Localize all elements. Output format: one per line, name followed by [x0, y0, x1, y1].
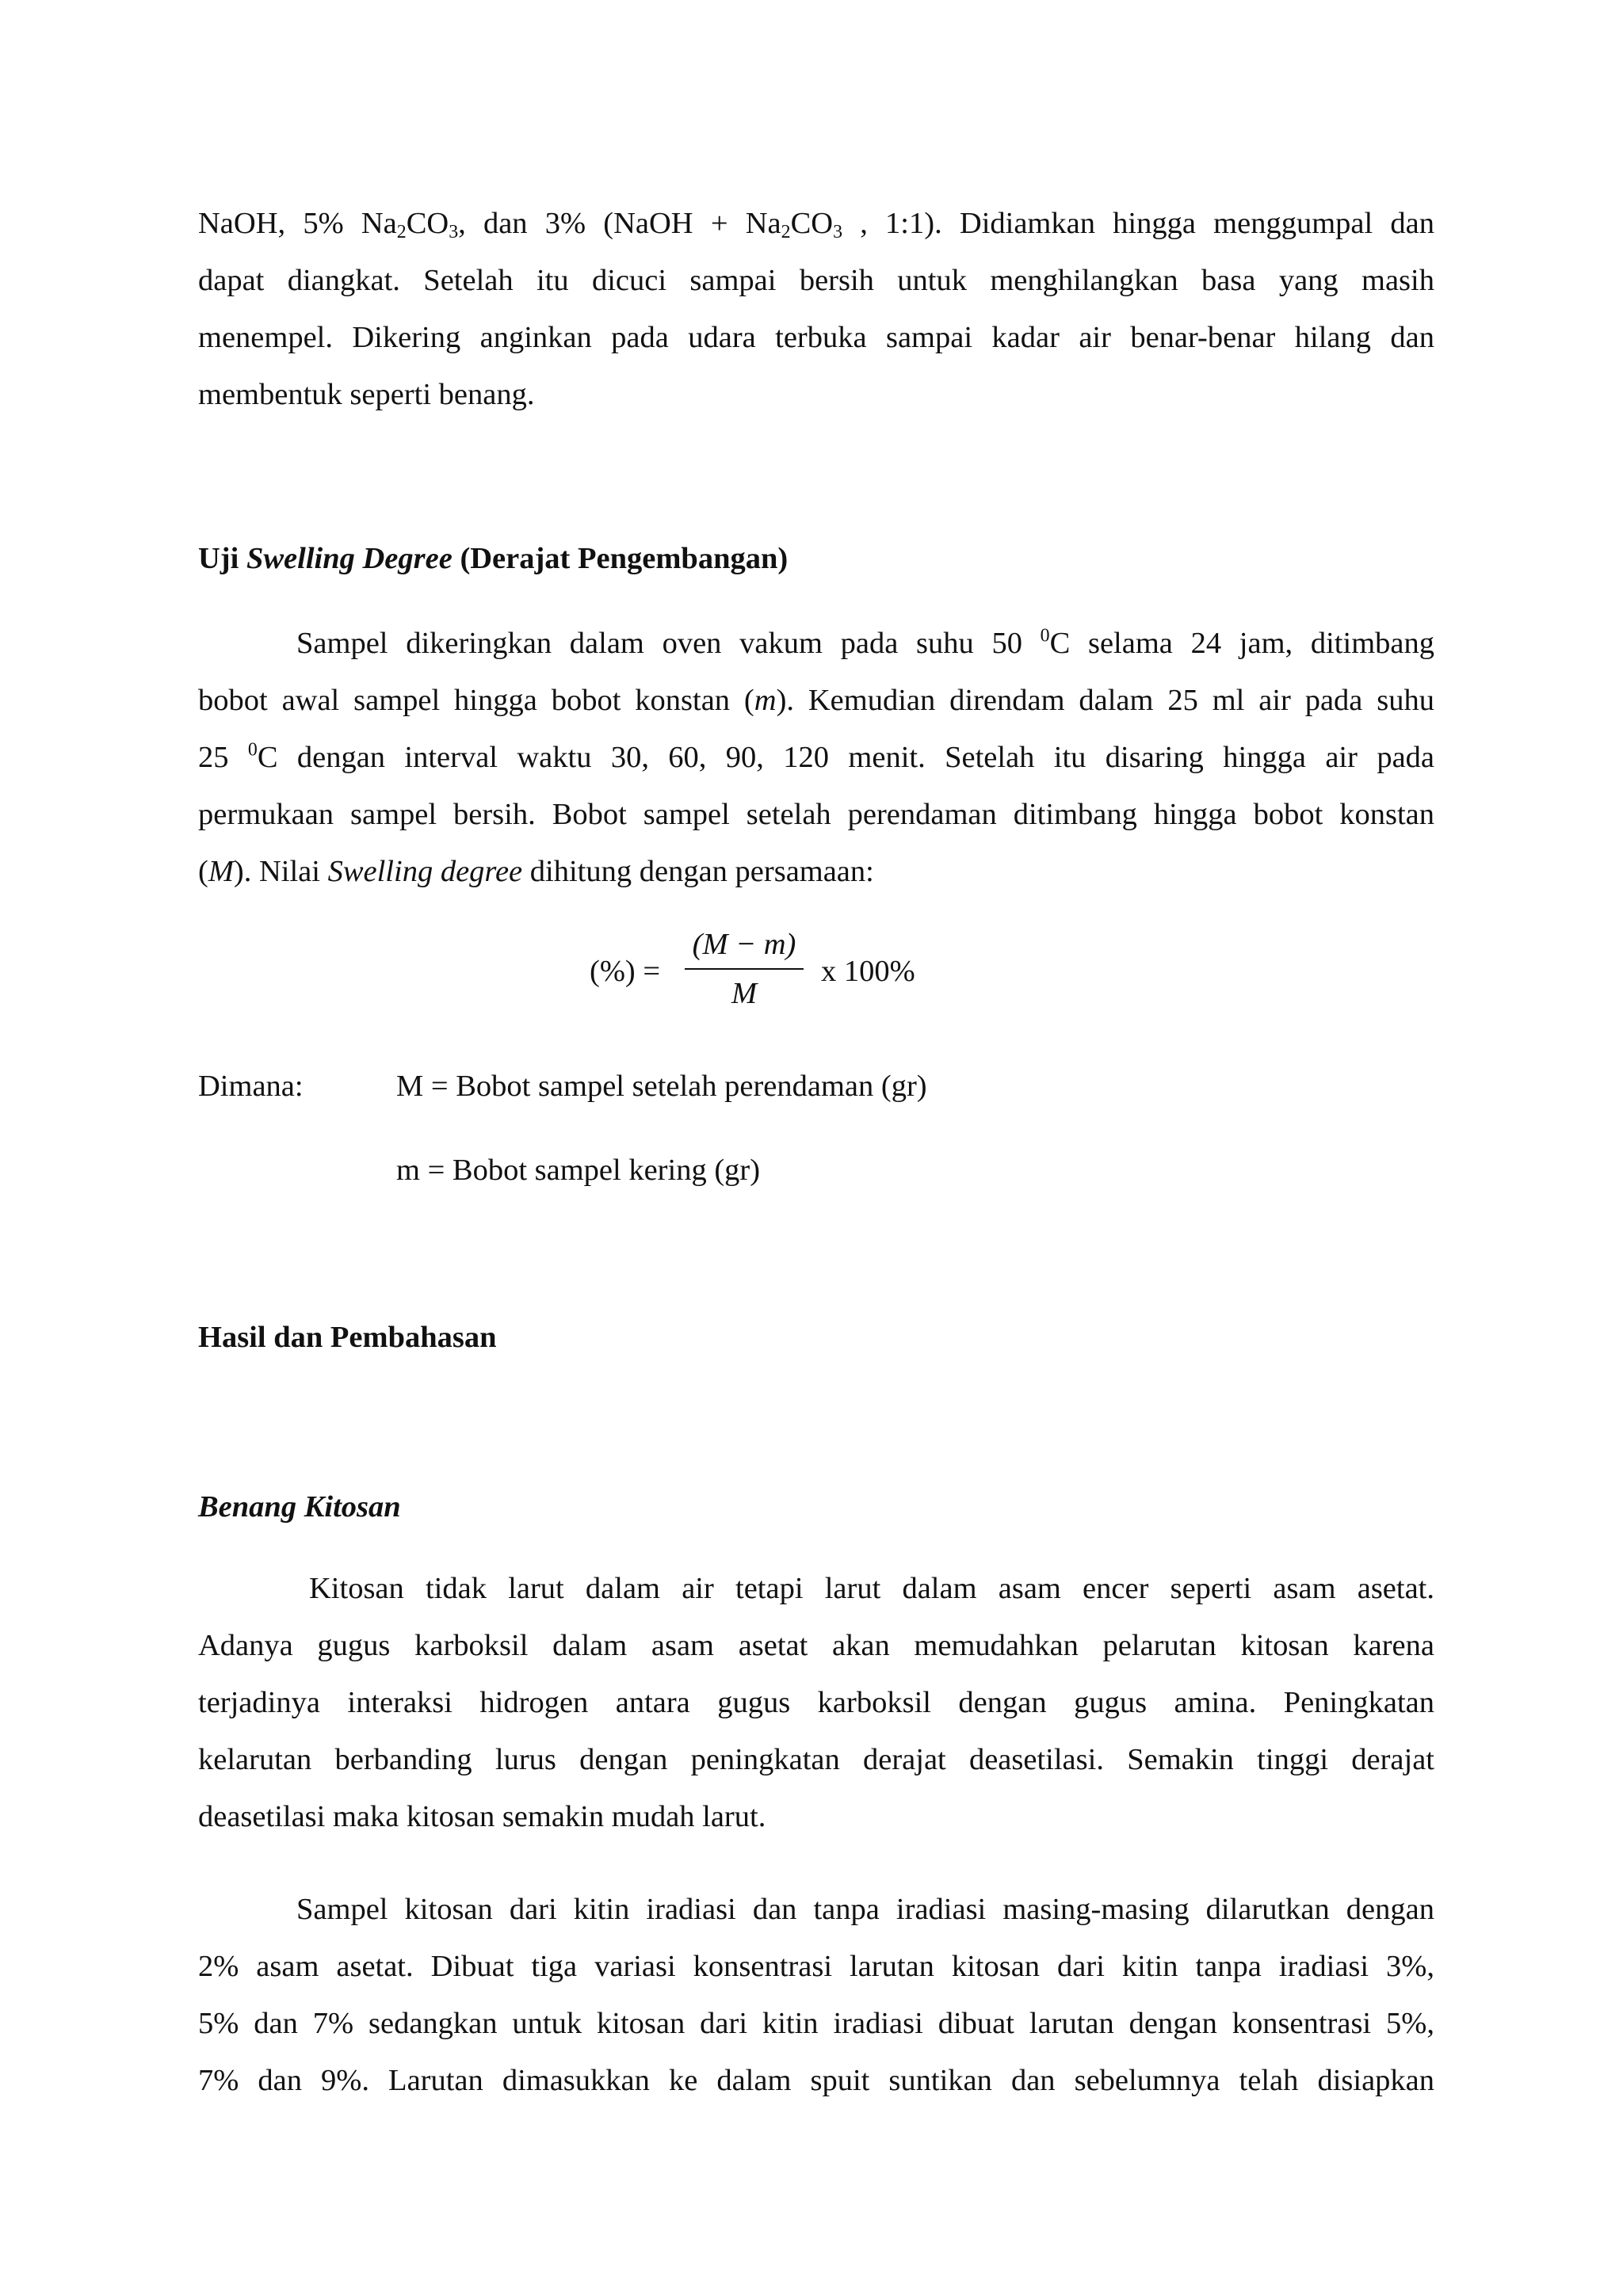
formula-lhs: (%) = [590, 955, 661, 988]
definition-M: M = Bobot sampel setelah perendaman (gr) [396, 1070, 927, 1103]
paragraph-line: (M). Nilai Swelling degree dihitung dengan persamaan: [198, 855, 874, 888]
paragraph-line: Adanya gugus karboksil dalam asam asetat akan memudahkan pelarutan kitosan karena [198, 1629, 1434, 1662]
paragraph-line: permukaan sampel bersih. Bobot sampel setelah perendaman ditimbang hingga bobot konstan [198, 798, 1434, 831]
fraction-bar [685, 968, 804, 970]
paragraph-line: membentuk seperti benang. [198, 378, 535, 411]
paragraph-line: 25 $^0$C dengan interval waktu 30, 60, 90, 120 menit. Setelah itu disaring hingga air pada [198, 739, 1434, 774]
paragraph-line: terjadinya interaksi hidrogen antara gugus karboksil dengan gugus amina. Peningkatan [198, 1686, 1434, 1719]
definition-m: m = Bobot sampel kering (gr) [396, 1154, 761, 1187]
paragraph-line: dapat diangkat. Setelah itu dicuci sampai bersih untuk menghilangkan basa yang masih [198, 264, 1434, 297]
paragraph-line: menempel. Dikering anginkan pada udara terbuka sampai kadar air benar-benar hilang dan [198, 321, 1434, 354]
paragraph-line: deasetilasi maka kitosan semakin mudah larut. [198, 1800, 766, 1833]
paragraph-line: 5% dan 7% sedangkan untuk kitosan dari kitin iradiasi dibuat larutan dengan konsentrasi 5%, [198, 2007, 1434, 2040]
subscript: 3 [449, 221, 459, 242]
paragraph-line: Kitosan tidak larut dalam air tetapi larut dalam asam encer seperti asam asetat. [309, 1572, 1434, 1605]
section-heading-hasil: Hasil dan Pembahasan [198, 1321, 497, 1354]
paragraph-naoh [198, 195, 1434, 423]
paragraph-line: 7% dan 9%. Larutan dimasukkan ke dalam spuit suntikan dan sebelumnya telah disiapkan [198, 2064, 1434, 2097]
formula-denominator: M [731, 977, 758, 1010]
subscript: 2 [396, 221, 407, 242]
superscript: 0 [247, 739, 258, 761]
paragraph-line: kelarutan berbanding lurus dengan peningkatan derajat deasetilasi. Semakin tinggi derajat [198, 1743, 1434, 1776]
superscript: 0 [1040, 625, 1050, 646]
formula-rhs: x 100% [821, 955, 915, 988]
formula-numerator: (M − m) [692, 928, 796, 961]
formula-fraction [685, 925, 804, 1013]
paragraph-sampel [198, 1881, 1434, 2109]
paragraph-line: Sampel dikeringkan dalam oven vakum pada suhu 50 $^0$C selama 24 jam, ditimbang [296, 625, 1434, 660]
paragraph-line: 2% asam asetat. Dibuat tiga variasi konsentrasi larutan kitosan dari kitin tanpa iradiasi 3%, [198, 1950, 1434, 1983]
subsection-heading-benang: Benang Kitosan [198, 1490, 401, 1524]
section-heading-swelling: Uji Swelling Degree (Derajat Pengembangan) [198, 542, 789, 575]
definitions-label: Dimana: [198, 1070, 304, 1103]
subscript: 2 [781, 221, 791, 242]
paragraph-kitosan [198, 1560, 1434, 1845]
subscript: 3 [833, 221, 842, 242]
paragraph-line: Sampel kitosan dari kitin iradiasi dan tanpa iradiasi masing-masing dilarutkan dengan [296, 1893, 1434, 1926]
paragraph-swelling [198, 615, 1434, 900]
paragraph-line: NaOH, 5% $Na_2CO_3$, dan 3% (NaOH + $Na_2CO_3$ , 1:1). Didiamkan hingga menggumpal dan [198, 207, 1434, 242]
paragraph-line: bobot awal sampel hingga bobot konstan (m). Kemudian direndam dalam 25 ml air pada suhu [198, 684, 1434, 717]
